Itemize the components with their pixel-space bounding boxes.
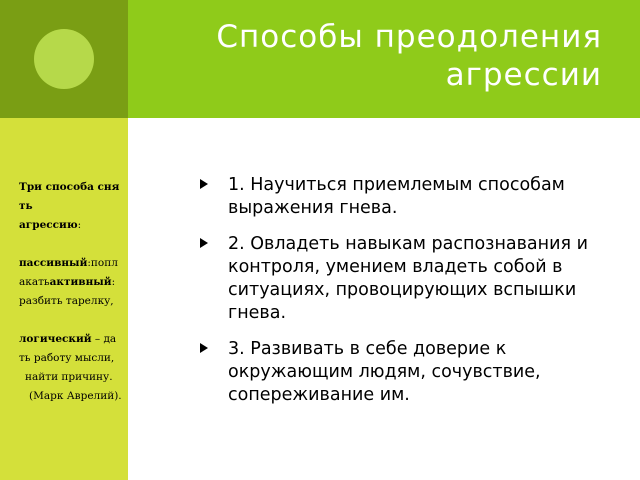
- sidebar-heading-colon: :: [77, 219, 82, 231]
- logical-text: – да: [91, 333, 117, 345]
- bullet-item: [200, 338, 620, 407]
- corner-block: [0, 0, 128, 118]
- decorative-circle: [34, 29, 94, 89]
- bullet-item: [200, 174, 620, 220]
- bullet-text: 2. Овладеть навыкам распознавания и контроля, умением владеть собой в ситуациях, провоцирующих вспышки гнева.: [228, 234, 588, 323]
- bullet-item: [200, 233, 620, 325]
- bullet-arrow-icon: [200, 179, 208, 189]
- bullet-text: 3. Развивать в себе доверие к окружающим людям, сочувствие, сопереживание им.: [228, 339, 541, 405]
- active-colon: :: [111, 276, 116, 288]
- active-label: активный: [49, 276, 112, 288]
- bullet-arrow-icon: [200, 343, 208, 353]
- title-band: [128, 0, 640, 118]
- bullet-text: 1. Научиться приемлемым способам выражения гнева.: [228, 175, 565, 218]
- bullet-arrow-icon: [200, 238, 208, 248]
- passive-text-cont: акать: [19, 276, 50, 288]
- sidebar-text: [19, 178, 131, 406]
- logical-text-cont2: найти причину.: [25, 371, 113, 383]
- sidebar-heading-line2: ть: [19, 200, 33, 212]
- passive-text: :попл: [87, 257, 118, 269]
- sidebar-heading-line1: Три способа сня: [19, 181, 120, 193]
- bullet-list: [200, 174, 620, 420]
- slide-title: Способы преодоления агрессии: [216, 19, 602, 93]
- logical-label: логический: [19, 333, 92, 345]
- passive-label: пассивный: [19, 257, 88, 269]
- logical-text-cont: ть работу мысли,: [19, 352, 115, 364]
- sidebar-heading-line3: агрессию: [19, 219, 78, 231]
- active-text: разбить тарелку,: [19, 295, 114, 307]
- quote-author: (Марк Аврелий).: [29, 390, 122, 402]
